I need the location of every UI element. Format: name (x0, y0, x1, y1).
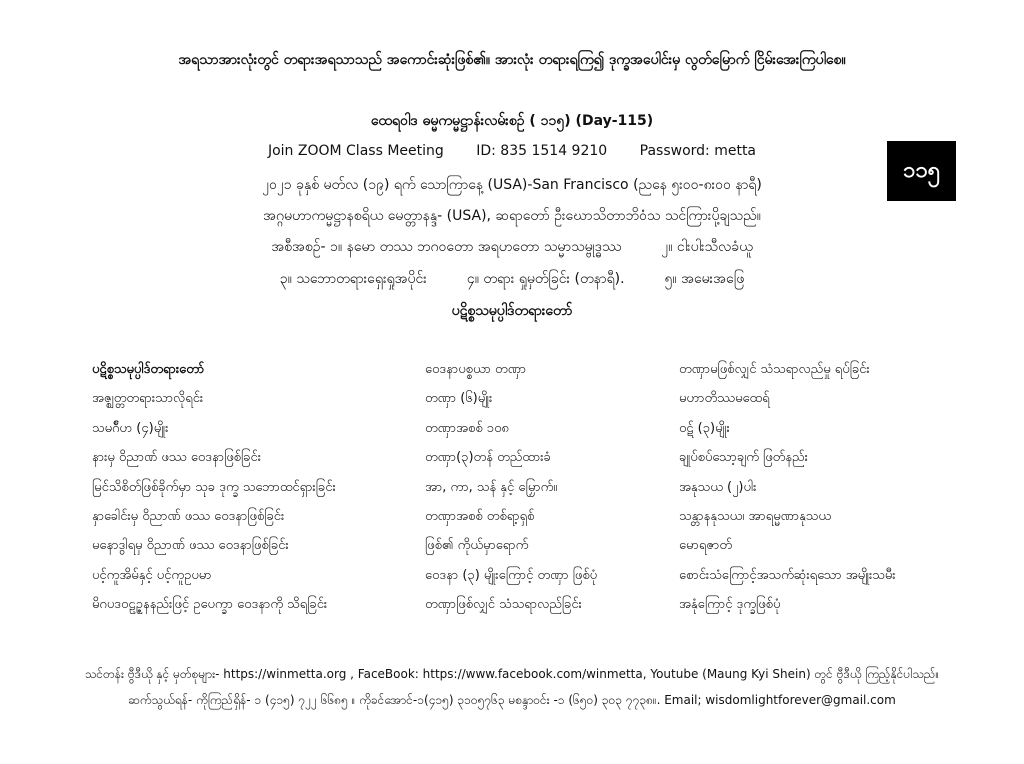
topic-item: ဝေဒနာပစ္စယာ တဏှာ (425, 362, 527, 377)
topic-item: တဏှာအစစ် တစ်ရာ့ရှစ် (425, 508, 535, 524)
topic-item: ချုပ်စပ်သော့ချက် ဖြတ်နည်း (679, 450, 808, 466)
zoom-meeting-label: Join ZOOM Class Meeting (267, 143, 444, 159)
zoom-info (0, 143, 1024, 159)
topic-item: မနောဒွါရမှ ဝိညာဏ် ဖဿ ဝေဒနာဖြစ်ခြင်း (92, 538, 289, 554)
topic-item: တဏှာမဖြစ်လျှင် သံသရာလည်မှု ရပ်ခြင်း (679, 362, 870, 377)
topic-item: မိဂပဒဝဠဉ္ဇနနည်းဖြင့် ဥပေက္ခာ ဝေဒနာကို သိရခြင်း (92, 597, 328, 613)
topic-item: စောင်းသံကြောင့်အသက်ဆုံးရသော အမျိုးသမီး (679, 567, 896, 583)
agenda-item-1: အစီအစဥ်- ၁။ နမော တဿ ဘဂဝတော အရဟတော သမ္မာသမ္ဗုဒ္ဓဿ (271, 239, 622, 255)
topic-item: ဝေဒနာ (၃) မျိုးကြောင့် တဏှာ ဖြစ်ပုံ (425, 567, 598, 583)
agenda-item-2: ၂။ ငါးပါးသီလခံယူ (661, 239, 753, 255)
topic-item: အနုံကြောင့် ဒုက္ခဖြစ်ပုံ (679, 597, 781, 613)
topic-item: တဏှာဖြစ်လျှင် သံသရာလည်ခြင်း (425, 597, 582, 613)
topic-item: အနုသယ (၂)ပါး (679, 479, 757, 495)
top-banner: အရသာအားလုံးတွင် တရားအရသာသည် အကောင်းဆုံးဖြစ်၏။ အားလုံး တရားရကြ၍ ဒုက္ခအပေါင်းမှ လွတ်မြောက် ငြိမ်းအေးကြပါစေ။ (178, 52, 846, 68)
topic-item: အဇ္ဈတ္တတရားသာလိုရင်း (92, 391, 204, 407)
topic-item: တဏှာအစစ် ၁၀၈ (425, 420, 509, 436)
section-title: ပဋိစ္စသမုပ္ပါဒ်တရားတော် (451, 303, 573, 319)
topic-item: ဝဋ် (၃)မျိုး (679, 420, 730, 436)
topic-column-1 (92, 360, 336, 625)
topic-item: နှာခေါင်းမှ ဝိညာဏ် ဖဿ ဝေဒနာဖြစ်ခြင်း (92, 508, 285, 524)
footer-links: သင်တန်း ဗွီဒီယို နှင့် မှတ်စုများ- https://winmetta.org , FaceBook: https://www.facebook.com/winmetta, Youtube (Maung Kyi Shein) တွင် ဗွီဒီယို ကြည့်နိုင်ပါသည်။ (84, 667, 940, 681)
topic-column-3 (679, 360, 896, 625)
topic-item: တဏှာ(၃)တန် တည်ထားခံ (425, 450, 551, 466)
agenda-line-1 (0, 237, 1024, 258)
topic-item: ဖြစ်၏ ကိုယ်မှာရောက် (425, 538, 529, 554)
class-date-time: ၂၀၂၁ ခုနှစ် မတ်လ (၁၉) ရက် သောကြာနေ့ (USA)-San Francisco (ညနေ ၅း၀၀-၈း၀၀ နာရီ) (262, 177, 762, 193)
day-number-badge: ၁၁၅ (887, 141, 956, 201)
topic-item: မဟာတိဿမထေရ် (679, 391, 770, 407)
zoom-password: Password: metta (639, 143, 757, 159)
topic-item: သန္တာနနုသယ၊ အာရမ္မဏာနုသယ (679, 508, 831, 524)
topic-item: တဏှာ (၆)မျိုး (425, 391, 493, 407)
class-title: ထေရဝါဒ ဓမ္မကမ္မဋ္ဌာန်းလမ်းစဥ် ( ၁၁၅) (Day-115) (370, 113, 654, 129)
agenda-item-3: ၃။ သဘောတရားရှေးရှုအပိုင်း (279, 271, 427, 287)
topic-column-2 (425, 360, 597, 625)
agenda-line-2 (0, 269, 1024, 290)
topic-item: ပင့်ကူအိမ်နှင့် ပင့်ကူဥပမာ (92, 567, 212, 583)
topic-item: မောရဇာတ် (679, 538, 733, 554)
topic-item: သမဂ်ီဟ (၄)မျိုး (92, 420, 169, 436)
topic-item: အာ, ကာ, သန် နှင့် မြှောက်။ (425, 479, 558, 495)
topic-item: ပဋိစ္စသမုပ္ပါဒ်တရားတော် (92, 362, 205, 377)
footer-contact: ဆက်သွယ်ရန်- ကိုကြည်ရှိန်- ၁ (၄၁၅) ၇၂၂ ၆၆၈၅ ။ ကိုခင်အောင်-၁(၄၁၅) ၃၁၀၅၇၆၃ မစန္ဒာဝင်း -၁ (၆၅၀) ၃၀၃ ၇၇၃၈။. Email; wisdomlightforever@gmail.com (128, 693, 896, 707)
topic-item: နားမှ ဝိညာဏ် ဖဿ ဝေဒနာဖြစ်ခြင်း (92, 450, 261, 466)
zoom-meeting-id: ID: 835 1514 9210 (476, 143, 608, 159)
agenda-item-4: ၄။ တရား ရှုမှတ်ခြင်း (တနာရီ). (466, 271, 625, 287)
class-host: အဂ္ဂမဟာကမ္မဋ္ဌာနစရိယ မေတ္တာနန္ဒ- (USA), ဆရာတော် ဦးဃောသိတာဘိဝံသ သင်ကြားပို့ချသည်။ (263, 208, 761, 224)
topic-item: မြင်သိစိတ်ဖြစ်ခိုက်မှာ သုခ ဒုက္ခ သဘောထင်ရှားခြင်း (92, 479, 336, 495)
agenda-item-5: ၅။ အမေးအဖြေ (664, 271, 745, 287)
